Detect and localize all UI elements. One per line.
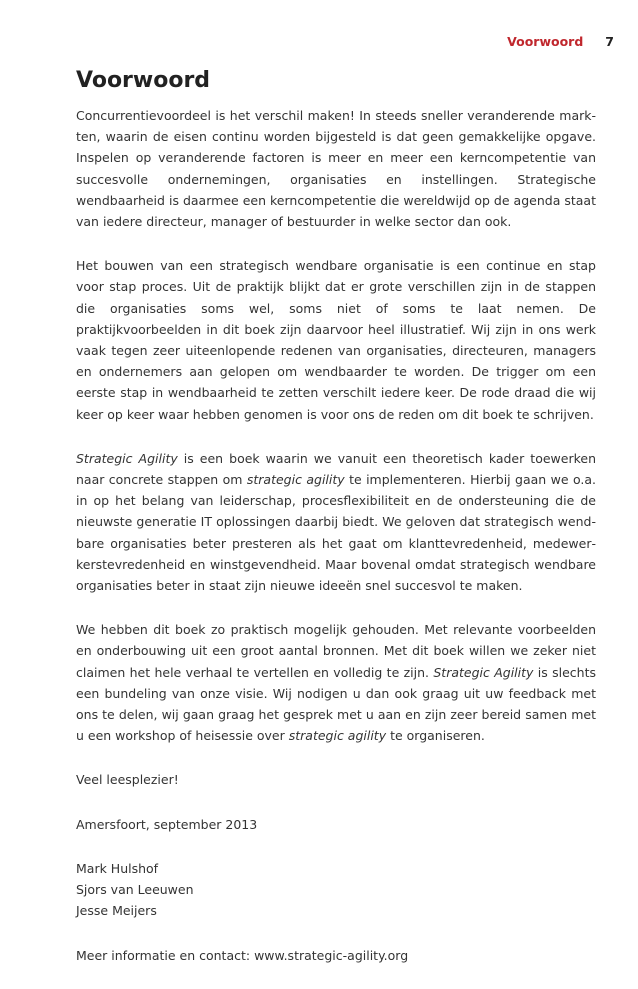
paragraph-4-text-2: is slechts een bundeling van onze visie. Wij nodigen u dan ook graag uit uw feedback met ons te delen, wij gaan graag het gesprek met u aan en zijn zeer bereid samen met u een workshop of heisessie over: [76, 664, 596, 744]
closing-line: Veel leesplezier!: [76, 772, 179, 788]
place-date: Amersfoort, september 2013: [76, 816, 258, 832]
paragraph-3-text-2: te implementeren. Hierbij gaan we o.a. in op het belang van leiderschap, procesflexibiliteit en de ondersteuning die de nieuwste generatie IT oplossingen daarbij biedt. We geloven dat strategisch wendbare organisaties beter presteren als het gaat om klanttevredenheid, medewerkerstevredenheid en winstgevendheid. Maar bovenal omdat strategisch wendbare organisaties beter in staat zijn nieuwe ideeën snel succesvol te maken.: [76, 472, 596, 594]
term-emphasis: strategic agility: [288, 728, 387, 744]
paragraph-4-text-3: te organiseren.: [386, 728, 485, 744]
page-content: [76, 68, 596, 989]
paragraph-2: Het bouwen van een strategisch wendbare organisatie is een continue en stap voor stap proces. Uit de praktijk blijkt dat er grote verschillen zijn in de stappen die organisaties soms wel, soms niet of soms te laat nemen. De praktijkvoorbeelden in dit boek zijn daarvoor heel illustratief. Wij zijn in ons werk vaak tegen zeer uiteenlopende redenen van organisaties, directeuren, managers en ondernemers aan gelopen om wendbaarder te worden. De trigger om een eerste stap in wendbaarheid te zetten verschilt iedere keer. De rode draad die wij keer op keer waar hebben genomen is voor ons de reden om dit boek te schrijven.: [76, 258, 596, 422]
paragraph-4-text-1: We hebben dit boek zo praktisch mogelijk gehouden. Met relevante voorbeelden en onderbouwing uit een groot aantal bronnen. Met dit boek willen we zeker niet claimen het hele verhaal te vertellen en volledig te zijn.: [76, 622, 596, 680]
author-list: [76, 858, 596, 922]
term-emphasis: strategic agility: [246, 472, 345, 488]
author-name: Mark Hulshof: [76, 860, 159, 876]
paragraph-3-text-1: is een boek waarin we vanuit een theoretisch kader toewerken naar concrete stappen om: [76, 450, 596, 488]
paragraph-4: [76, 619, 596, 746]
running-title: Voorwoord: [507, 34, 584, 49]
page-title: Voorwoord: [76, 68, 211, 93]
page-number: 7: [605, 34, 614, 49]
paragraph-3: [76, 448, 596, 596]
author-name: Jesse Meijers: [76, 903, 157, 919]
book-title-emphasis: Strategic Agility: [76, 450, 178, 466]
running-head: [507, 34, 614, 49]
author-name: Sjors van Leeuwen: [76, 882, 194, 898]
paragraph-1: Concurrentievoordeel is het verschil maken! In steeds sneller veranderende markten, waarin de eisen continu worden bijgesteld is dat geen gemakkelijke opgave. Inspelen op veranderende factoren is meer en meer een kerncompetentie van succesvolle ondernemingen, organisaties en instellingen. Strategische wendbaarheid is daarmee een kerncompetentie die wereldwijd op de agenda staat van iedere directeur, manager of bestuurder in welke sector dan ook.: [76, 108, 596, 230]
contact-line: Meer informatie en contact: www.strategic-agility.org: [76, 947, 409, 963]
book-title-emphasis: Strategic Agility: [433, 664, 534, 680]
